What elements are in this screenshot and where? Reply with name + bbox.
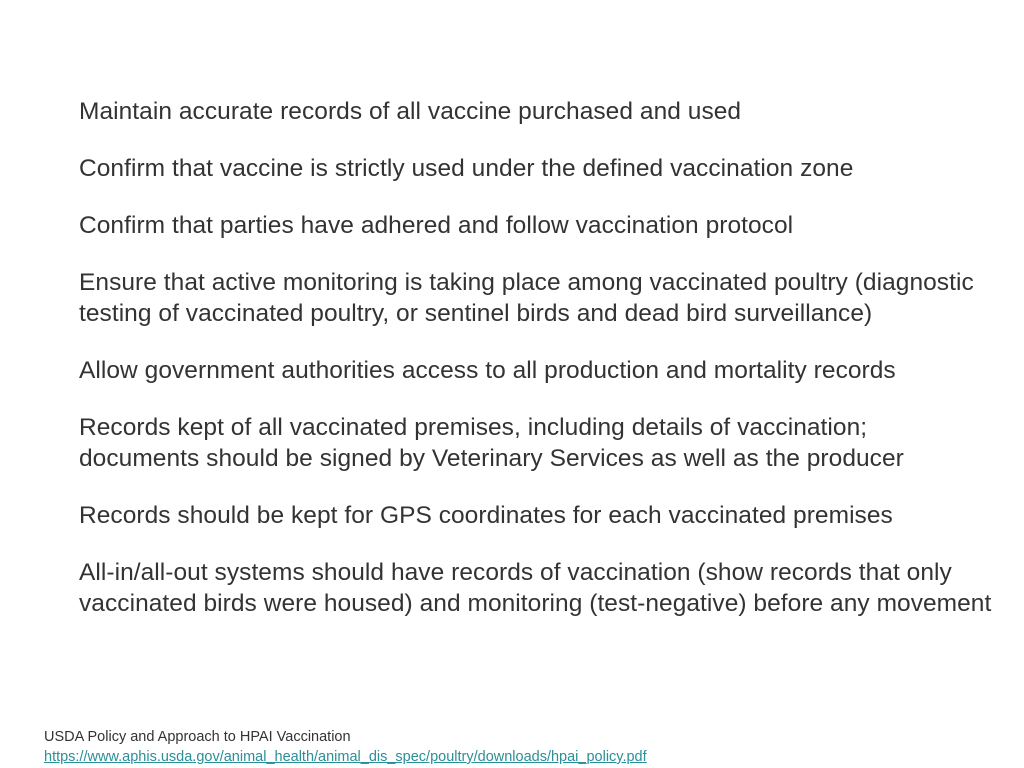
bullet-item: Confirm that parties have adhered and follow vaccination protocol [79,212,794,239]
source-title: USDA Policy and Approach to HPAI Vaccination [44,729,351,745]
bullet-item: Confirm that vaccine is strictly used under the defined vaccination zone [79,155,854,182]
bullet-item: All-in/all-out systems should have records of vaccination (show records that only vaccinated birds were housed) and monitoring (test-negative) before any movement [79,559,992,617]
source-footer [44,727,984,767]
source-link[interactable]: https://www.aphis.usda.gov/animal_health/animal_dis_spec/poultry/downloads/hpai_policy.pdf [44,749,647,765]
bullet-list [79,96,994,645]
bullet-item: Records should be kept for GPS coordinates for each vaccinated premises [79,502,893,529]
bullet-item: Allow government authorities access to all production and mortality records [79,357,896,384]
bullet-item: Records kept of all vaccinated premises, including details of vaccination; documents should be signed by Veterinary Services as well as the producer [79,414,904,472]
bullet-item: Maintain accurate records of all vaccine purchased and used [79,98,742,125]
bullet-item: Ensure that active monitoring is taking place among vaccinated poultry (diagnostic testing of vaccinated poultry, or sentinel birds and dead bird surveillance) [79,269,974,327]
